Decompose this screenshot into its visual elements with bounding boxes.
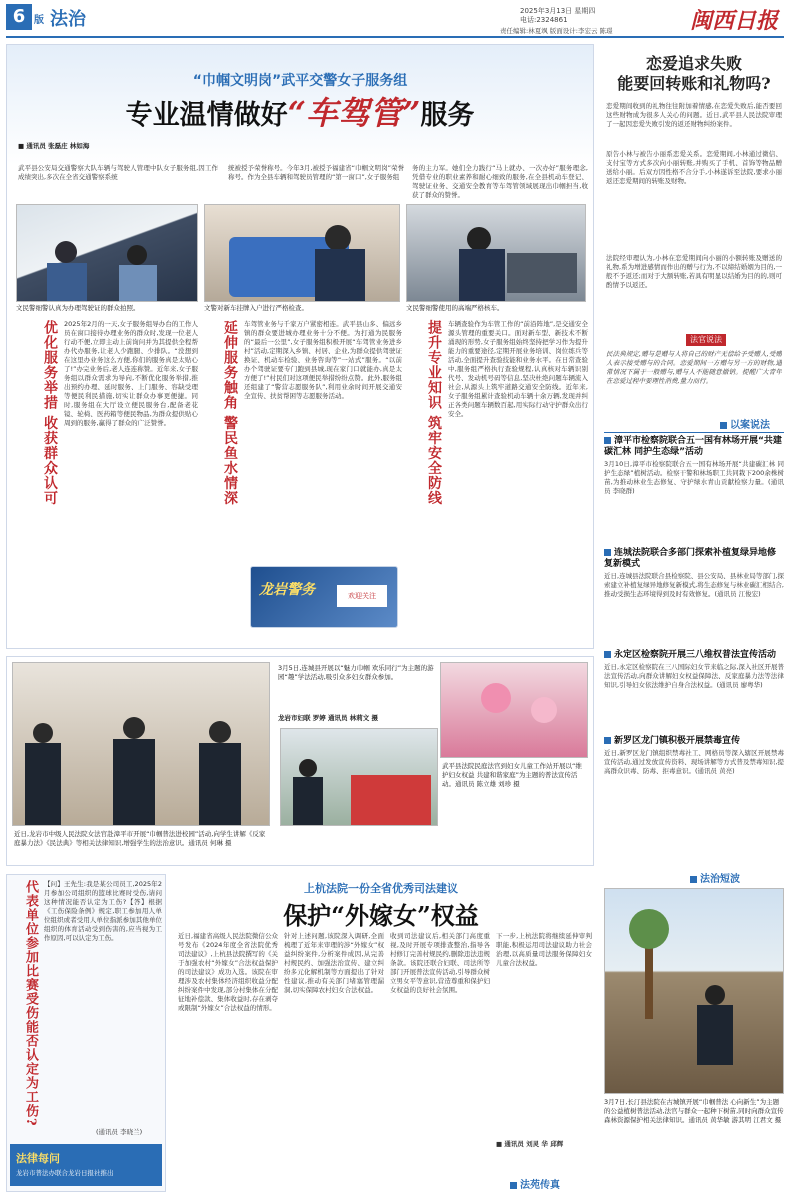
brief-body: 3月10日,漳平市检察院联合五一国有林场开展“共建碳汇林 同护生态绿”植树活动。检察干警和林场职工共同栽下200余株树苗,为推动林业生态修复、守护绿水青山贡献检察力量。(通讯员 李晓群) <box>604 460 784 495</box>
figure-head <box>209 721 231 743</box>
subhead-1: 优化服务举措 收获群众认可 <box>42 320 58 506</box>
brief-body: 近日,永定区检察院在三八国际妇女节来临之际,深入社区开展普法宣传活动,向群众讲解妇女权益保障法、反家庭暴力法等法律知识,引导妇女依法维护自身合法权益。(通讯员 廖粤华) <box>604 663 784 689</box>
headline-part-c: 服务 <box>420 100 475 131</box>
case-law-text: 以案说法 <box>730 420 770 431</box>
brief-body: 近日,连城县法院联合县检察院、县公安局、县林业局等部门,探索建立补植复绿异地修复新模式,将生态修复与林业碳汇相结合,推动受损生态环境得到及时有效修复。(通讯员 江俊宏) <box>604 572 784 598</box>
photo-center-credit: 龙岩市妇联 罗婷 通讯员 林莉文 摄 <box>278 714 379 722</box>
qa-sign: (通讯员 李晓兰) <box>96 1128 143 1136</box>
right-article-p2: 原告小林与被告小丽系恋爱关系。恋爱期间,小林通过微信、支付宝等方式多次向小丽转账,并购买了手机、首饰等物品赠送给小丽。后双方因性格不合分手,小林遂诉至法院,要求小丽返还恋爱期间的转账及财物。 <box>606 150 782 185</box>
lead-intro-1: 武平县公安局交通警察大队车辆与驾驶人管理中队女子服务组,因工作成绩突出,多次在全省交通警察系统 <box>18 164 218 181</box>
judge-says-label: 法官说法 <box>686 334 726 346</box>
judge-says-text: 民法典规定,赠与是赠与人将自己的财产无偿给予受赠人,受赠人表示接受赠与的合同。恋爱期间一方赠与另一方的财物,通常情况下属于一般赠与,赠与人不能随意撤销。提醒广大青年在恋爱过程中要理性消费,量力而行。 <box>606 350 782 385</box>
section-name: 法治 <box>50 9 86 30</box>
figure-head <box>325 225 351 251</box>
lead-column-2: 车驾管业务与千家万户紧密相连。武平县山多、偏远乡镇的群众要进城办理业务十分不便。为打通为民服务的“最后一公里”,女子服务组积极开展“车驾管业务进乡村”活动,定期深入乡镇、村居、企业,为群众提供驾驶证换证、机动车检验、业务咨询等“一站式”服务。“以前办个驾驶证要专门跑到县城,现在家门口就能办,真是太方便了!”村民们对这项便民举措纷纷点赞。此外,服务组还组建了“警营志愿服务队”,利用业余时间开展交通安全宣传、扶贫帮困等志愿服务活动。 <box>244 320 402 400</box>
photo-3-caption: 文民警细警使用的高端严格核车。 <box>406 304 504 312</box>
header-rule <box>6 36 784 38</box>
qa-body: 【问】王先生:我是某公司员工,2025年2月参加公司组织的篮球比赛时受伤,请问这种情况能否认定为工伤?【答】根据《工伤保险条例》规定,职工参加用人单位组织或者受用人单位指派参加其他单位组织的体育活动受到伤害的,应当视为工作原因,可以认定为工伤。 <box>44 880 162 942</box>
subhead-2: 延伸服务触角 警民鱼水情深 <box>222 320 238 506</box>
bottom-column-4: 下一步,上杭法院将继续延伸审判职能,积极运用司法建议助力社会治理,以高质量司法服务保障妇女儿童合法权益。 <box>496 932 592 967</box>
figure-body <box>293 777 323 826</box>
figure-body <box>119 265 157 302</box>
headline-part-b: “车驾管” <box>287 94 421 132</box>
right-title-line-1: 恋爱追求失败 <box>645 54 742 73</box>
photo-window-service <box>16 204 198 302</box>
brief-title: 永定区检察院开展三八维权普法宣传活动 <box>614 650 777 660</box>
brief-title: 新罗区龙门镇积极开展禁毒宣传 <box>614 736 741 746</box>
figure-head <box>705 985 725 1005</box>
news-short-label <box>690 870 740 885</box>
news-briefs <box>604 436 784 864</box>
balloon <box>531 697 557 723</box>
photo-center-caption: 3月5日,连城县开展以“魅力巾帼 欢乐同行”为主题的游园“趣”学法活动,吸引众多妇女群众参加。 <box>278 664 434 681</box>
brief-title: 连城法院联合多部门探索补植复绿异地修复新模式 <box>604 548 777 569</box>
lead-column-1: 2025年2月的一天,女子服务组导办台的工作人员在窗口接待办理业务的群众时,发现一位老人行动不便,立即主动上前询问并为其提供全程帮办代办服务,让老人少跑腿、少排队。“没想到在这里办业务这么方便,你们的服务真是太贴心了!”办完业务后,老人连连称赞。近年来,女子服务组以群众需求为导向,不断优化服务举措,推出预约办理、延时服务、上门服务、容缺受理等便民利民措施,切实让群众办事更便捷。同时,服务组在大厅设立便民服务台,配备老花镜、轮椅、医药箱等便民物品,为群众提供贴心周到的服务,赢得了群众的广泛赞誉。 <box>64 320 198 427</box>
bottom-kicker: 上杭法院一份全省优秀司法建议 <box>304 882 458 895</box>
court-news-label <box>510 1176 560 1191</box>
qa-logo-text: 龙岩市普法办联合龙岩日报社推出 <box>16 1169 114 1177</box>
lead-intro-2: 统被授予荣誉称号。今年3月,被授予福建省“巾帼文明岗”荣誉称号。作为全县车辆和驾驶员管理的“第一窗口”,女子服务组 <box>228 164 404 181</box>
lead-byline: ■ 通讯员 张磊庄 林如海 <box>18 142 90 150</box>
date-line: 2025年3月13日 星期四 <box>520 7 596 15</box>
qa-title: 代表单位参加比赛受伤能否认定为工伤? <box>23 880 38 1127</box>
photo-2-caption: 文警对新车挂牌入户进行严格检查。 <box>204 304 308 312</box>
brief-item <box>604 650 784 735</box>
bottom-column-3: 收到司法建议后,相关部门高度重视,及时开展专项排查整治,指导各村修订完善村规民约,删除违法违规条款。该院还联合妇联、司法所等部门开展普法宣传活动,引导群众树立男女平等意识,营造尊重和保护妇女权益的良好社会氛围。 <box>390 932 490 994</box>
photo-1-caption: 文民警细警认真为办理驾驶证的群众拍照。 <box>16 304 140 312</box>
engine-bay <box>507 253 577 293</box>
news-short-text: 法治短波 <box>700 874 740 885</box>
tree-crown <box>629 909 669 949</box>
figure-body <box>459 249 505 302</box>
lead-kicker: “巾帼文明岗”武平交警女子服务组 <box>192 73 408 89</box>
photo-engine-check <box>406 204 586 302</box>
figure-head <box>55 241 77 263</box>
kids-group <box>351 775 431 826</box>
photo-tree-planting <box>604 888 784 1094</box>
bottom-headline: 保护“外嫁女”权益 <box>283 901 479 930</box>
right-article-title <box>604 54 784 94</box>
court-news-text: 法苑传真 <box>520 1180 560 1191</box>
tree-photo-caption: 3月7日,长汀县法院在古城镇开展“巾帼普法 心向新生”为主题的公益植树普法活动,法官与群众一起种下树苗,同时向群众宣传森林资源保护相关法律知识。通讯员 黄华敏 游其明 江君文 摄 <box>604 1098 784 1124</box>
lead-headline <box>80 88 520 134</box>
qa-logo-box <box>10 1144 162 1186</box>
badge-subtitle: 欢迎关注 <box>337 585 387 607</box>
photo-left-caption: 近日,龙岩市中级人民法院女法官赴漳平市开展“巾帼普法进校园”活动,向学生讲解《反家庭暴力法》《民法典》等相关法律知识,增强学生的法治意识。通讯员 何琳 摄 <box>14 830 266 847</box>
lead-intro-3: 务的主力军。她们全力践行“马上就办、一次办好”服务理念,凭借专业的职业素养和耐心细致的服务,在全县机动车登记、驾驶证业务、交通安全教育等车驾管领域展现出巾帼担当,收获了群众的赞誉。 <box>412 164 588 199</box>
bottom-byline: ■ 通讯员 刘灵 华 邱辉 <box>496 1140 564 1148</box>
figure-head <box>33 723 53 743</box>
brief-item <box>604 736 784 821</box>
balloon <box>481 683 511 713</box>
bottom-column-2: 针对上述问题,该院深入调研,全面梳理了近年来审理的涉“外嫁女”权益纠纷案件,分析案件成因,从完善村规民约、加强法治宣传、建立纠纷多元化解机制等方面提出了针对性建议,推动有关部门堵塞管理漏洞,切实保障农村妇女合法权益。 <box>284 932 384 994</box>
brief-body: 近日,新罗区龙门镇组织禁毒社工、网格员等深入辖区开展禁毒宣传活动,通过发放宣传资料、现场讲解等方式普及禁毒知识,提高群众识毒、防毒、拒毒意识。(通讯员 黄亮) <box>604 749 784 775</box>
brief-title: 漳平市检察院联合五一国有林场开展“共建碳汇林 同护生态绿”活动 <box>604 436 782 457</box>
brief-item <box>604 436 784 550</box>
photo-garden-event <box>440 662 588 758</box>
right-title-line-2: 能要回转账和礼物吗? <box>617 74 771 93</box>
police-badge-ad <box>250 566 398 628</box>
figure-head <box>123 717 145 739</box>
brief-item <box>604 548 784 652</box>
page-number: 6 <box>6 4 32 30</box>
headline-part-a: 专业温情做好 <box>125 100 288 131</box>
figure-head <box>127 245 147 265</box>
photo-right-caption: 武平县法院民庭法官到妇女儿童工作站开展以“维护妇女权益 共建和谐家庭”为主题的普法宣传活动。通讯员 陈立雄 刘珍 摄 <box>442 762 582 788</box>
figure-head <box>467 227 491 251</box>
figure-body <box>25 743 61 826</box>
badge-title: 龙岩警务 <box>259 582 315 598</box>
figure-body <box>697 1005 733 1065</box>
figure-body <box>113 739 155 826</box>
lead-column-3: 车辆查验作为车管工作的“前沿阵地”,是交通安全源头管理的重要关口。面对新车型、新技术不断涌现的形势,女子服务组始终坚持把学习作为提升能力的重要途径,定期开展业务培训、岗位练兵等活动,全面提升查验技能和业务水平。在日常查验中,服务组严格执行查验规程,认真核对车辆识别代号、发动机号码等信息,坚决杜绝问题车辆流入社会,从源头上筑牢道路交通安全防线。近年来,女子服务组累计查验机动车辆十余万辆,发现并纠正各类问题车辆数百起,用实际行动守护群众出行安全。 <box>448 320 588 418</box>
case-law-label <box>720 416 770 431</box>
page-label: 版 <box>34 15 44 26</box>
photo-school-law <box>12 662 270 826</box>
right-article-p3: 法院经审理认为,小林在恋爱期间向小丽的小额转账及赠送的礼物,系为增进感情而作出的赠与行为,不以缔结婚姻为目的,一般不予返还;而对于大额转账,若具有明显以结婚为目的的,则可酌情予以返还。 <box>606 254 782 289</box>
figure-body <box>315 249 365 302</box>
subhead-3: 提升专业知识 筑牢安全防线 <box>426 320 442 506</box>
qa-logo-title: 法律每问 <box>16 1152 60 1165</box>
bottom-column-1: 近日,福建省高级人民法院微信公众号发布《2024年度全省法院优秀司法建议》,上杭县法院撰写的《关于加强农村“外嫁女”合法权益保护的司法建议》成功入选。该院在审理涉及农村集体经济组织收益分配纠纷案件中发现,部分村集体在分配征地补偿款、集体收益时,存在剥夺或限制“外嫁女”合法权益的情形。 <box>178 932 278 1012</box>
figure-body <box>199 743 241 826</box>
figure-head <box>299 759 317 777</box>
phone-line: 电话:2324861 <box>520 16 568 24</box>
photo-court-kids <box>280 728 438 826</box>
right-divider <box>604 432 784 433</box>
editors-line: 责任编辑:林夏飒 版面设计:李宏云 陈璟 <box>500 27 613 35</box>
figure-body <box>47 263 87 302</box>
right-article-p1: 恋爱期间收到的礼物往往附加着情感,在恋爱失败后,能否要回这些财物成为很多人关心的问题。近日,武平县人民法院审理了一起因恋爱失败引发的返还财物纠纷案件。 <box>606 102 782 128</box>
photo-vehicle-check <box>204 204 400 302</box>
masthead: 闽西日报 <box>690 8 779 34</box>
